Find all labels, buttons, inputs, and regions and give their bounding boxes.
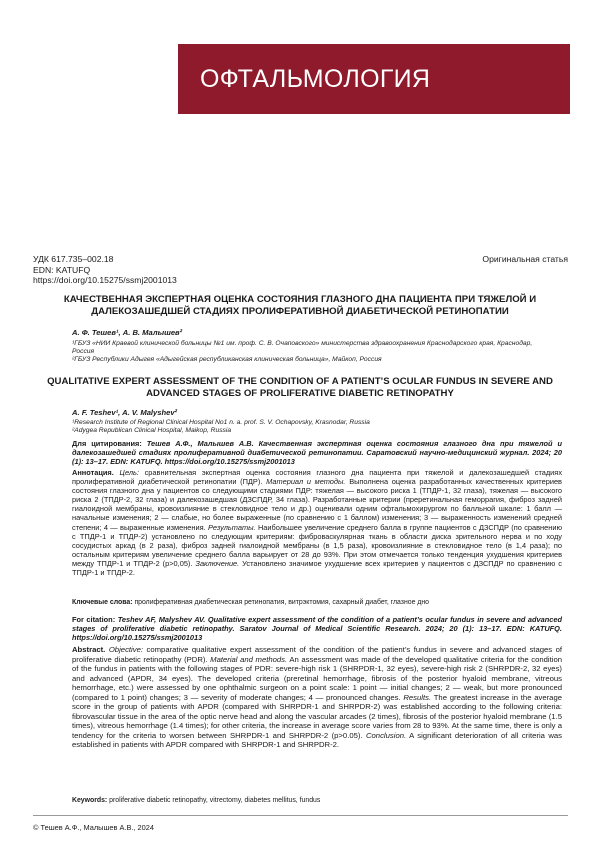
russian-affiliation-2: ²ГБУЗ Республики Адыгея «Адыгейская республиканская клиническая больница», Майкоп, Россия [72,356,382,364]
english-methods-text: An assessment was made of the developed qualitative criteria for the condition of the fundus in patients with the following stages of PDR: severe-high risk 1 (SHRPDR-1, 32 eyes), severe-high risk 2 (SHRPDR-2, 32 eyes) and advanced (APDR, 34 eyes). The developed criteria (preretinal hemorrhage, fibrosis of the posterior hyaloid membrane, vitreous hemorrhage, etc.) were assessed by one ophthalmic surgeon on a point scale: 1 point — initial changes; 2 — weak, but more pronounced (compared to 1 point) changes; 3 — severity of moderate changes; 4 — pronounced changes. [72,654,562,702]
english-results-label: Results. [403,692,432,702]
edn-code: EDN: KATUFQ [33,264,91,275]
russian-abstract-label: Аннотация. [72,468,114,477]
english-citation-label: For citation: [72,615,116,624]
english-keywords-label: Keywords: [72,797,108,804]
russian-citation [72,439,562,466]
russian-conclusion-label: Заключение. [195,558,240,568]
russian-results-text: Наибольшее увеличение среднего балла в группе пациентов с ДЗСПДР (по сравнению с ТПДР-1 и ТПДР-2) установлено по следующим критериям: фиброваскулярная ткань в области диска зрительного нерва и по ходу сосудистых аркад (в 2 раза), фиброз задней гиалоидной мембраны (в 1,5 раза), кровоизлияние в стекловидное тело (в 1,4 раза); по остальным критериям увеличение среднего балла варьирует от 28 до 93%. При этом отмечается только тенденция ухудшения критериев между ТПДР-1 и ТПДР-2 (p>0,05). [72,522,562,568]
english-abstract-label: Abstract. [72,645,106,654]
russian-conclusion-text: Установлено значимое ухудшение всех критериев у пациентов с ДЗСПДР по сравнению с ТПДР-1 и ТПДР-2. [72,558,562,578]
russian-keywords-text: пролиферативная диабетическая ретинопатия, витрэктомия, сахарный диабет, глазное дно [134,599,429,606]
english-affiliations [72,419,542,435]
doi-link[interactable]: https://doi.org/10.15275/ssmj2001013 [33,275,177,286]
russian-affiliations [72,340,542,365]
english-citation-text: Teshev AF, Malyshev AV. Qualitative expert assessment of the condition of a patient’s ocular fundus in severe and advanced stages of proliferative diabetic retinopathy. Saratov Journal of Medical Scientific Research. 2024; 20 (1): 13–17. EDN: KATUFQ. https://doi.org/10.15275/ssmj2001013 [72,615,562,643]
russian-title: КАЧЕСТВЕННАЯ ЭКСПЕРТНАЯ ОЦЕНКА СОСТОЯНИЯ ГЛАЗНОГО ДНА ПАЦИЕНТА ПРИ ТЯЖЕЛОЙ И ДАЛЕКОЗАШЕДШЕЙ СТАДИЯХ ПРОЛИФЕРАТИВНОЙ ДИАБЕТИЧЕСКОЙ РЕТИНОПАТИИ [63,294,537,317]
section-banner [178,44,570,114]
article-type: Оригинальная статья [482,254,568,264]
english-citation [72,615,562,642]
copyright-notice: © Тешев А.Ф., Малышев А.В., 2024 [33,823,154,832]
russian-citation-label: Для цитирования: [72,439,142,448]
english-abstract [72,645,562,750]
russian-goal-label: Цель: [119,468,139,477]
english-keywords [72,797,562,805]
russian-affiliation-1: ¹ГБУЗ «НИИ Краевой клинической больницы №1 им. проф. С. В. Очаповского» министерства здравоохранения Краснодарского края, Краснодар, Россия [72,340,533,356]
english-methods-label: Material and methods. [210,654,288,664]
russian-methods-text: Выполнена оценка разработанных качественных критериев состояния глазного дна у пациентов со следующими стадиями ПДР: тяжелая — высокого риска 1 (ТПДР-1, 32 глаза), тяжелая — высокого риска 2 (ТПДР-2, 32 глаза) и далекозашедшая (ДЗСПДР, 34 глаза). Разработанные критерии (преретинальная геморрагия, фиброз задней гиалоидной мембраны, кровоизлияние в стекловидное тело и др.) оценивали одним офтальмохирургом по балльной шкале: 1 балл — начальные изменения; 2 — слабые, но более выраженные (по сравнению с 1 баллом) изменения; 3 — выраженность изменений средней степени; 4 — выраженные изменения. [72,477,562,532]
english-conclusion-label: Conclusion. [365,730,407,740]
english-affiliation-1: ¹Research Institute of Regional Clinical Hospital No1 n. a. prof. S. V. Ochapovsky, Krasnodar, Russia [72,419,370,426]
russian-authors: А. Ф. Тешев¹, А. В. Малышев² [72,328,183,337]
russian-keywords-label: Ключевые слова: [72,599,133,606]
english-authors: A. F. Teshev¹, A. V. Malyshev² [72,408,178,417]
english-affiliation-2: ²Adygea Republican Clinical Hospital, Maikop, Russia [72,427,232,435]
article-meta [33,254,568,286]
footer-divider [33,815,568,816]
russian-methods-label: Материал и методы. [266,477,346,487]
section-title: ОФТАЛЬМОЛОГИЯ [200,65,431,93]
english-conclusion-text: A significant deterioration of all criteria was established in patients with APDR compared with SHRPDR-1 and SHRPDR-2. [72,730,562,749]
english-keywords-text: proliferative diabetic retinopathy, vitrectomy, diabetes mellitus, fundus [109,797,321,804]
english-results-text: The greatest increase in the average score in the group of patients with APDR (compared with SHRPDR-1 and SHRPDR-2) was established according to the following criteria: fibrovascular tissue in the area of the optic nerve head and along the vascular arcades (2 times), fibrosis of the posterior hyaloid membrane (1.5 times), vitreous hemorrhage (1.4 times); for other criteria, the increase in average score varies from 28 to 93%. At the same time, there is only a tendency for the criteria to worsen between SHRPDR-1 and SHRPDR-2 (p>0.05). [72,692,562,740]
russian-keywords [72,599,562,607]
english-objective-text: comparative qualitative expert assessment of the condition of the patient’s fundus in severe and advanced stages of proliferative diabetic retinopathy (PDR). [72,645,563,664]
udc-code: УДК 617.735–002.18 [33,254,114,264]
english-objective-label: Objective: [108,645,144,654]
russian-citation-text: Тешев А.Ф., Малышев А.В. Качественная экспертная оценка состояния глазного дна при тяжелой и далекозашедшей стадиях пролиферативной диабетической ретинопатии. Саратовский научно-медицинский журнал. 2024; 20 (1): 13–17. EDN: KATUFQ. https://doi.org/10.15275/ssmj2001013 [72,439,562,467]
russian-goal-text: сравнительная экспертная оценка состояния глазного дна пациента при тяжелой и далекозашедшей стадиях пролиферативной диабетической ретинопатии (ПДР). [72,468,563,487]
english-title: QUALITATIVE EXPERT ASSESSMENT OF THE CONDITION OF A PATIENT’S OCULAR FUNDUS IN SEVERE AND ADVANCED STAGES OF PROLIFERATIVE DIABETIC RETINOPATHY [47,376,553,399]
russian-abstract [72,468,562,577]
russian-results-label: Результаты. [208,522,256,532]
